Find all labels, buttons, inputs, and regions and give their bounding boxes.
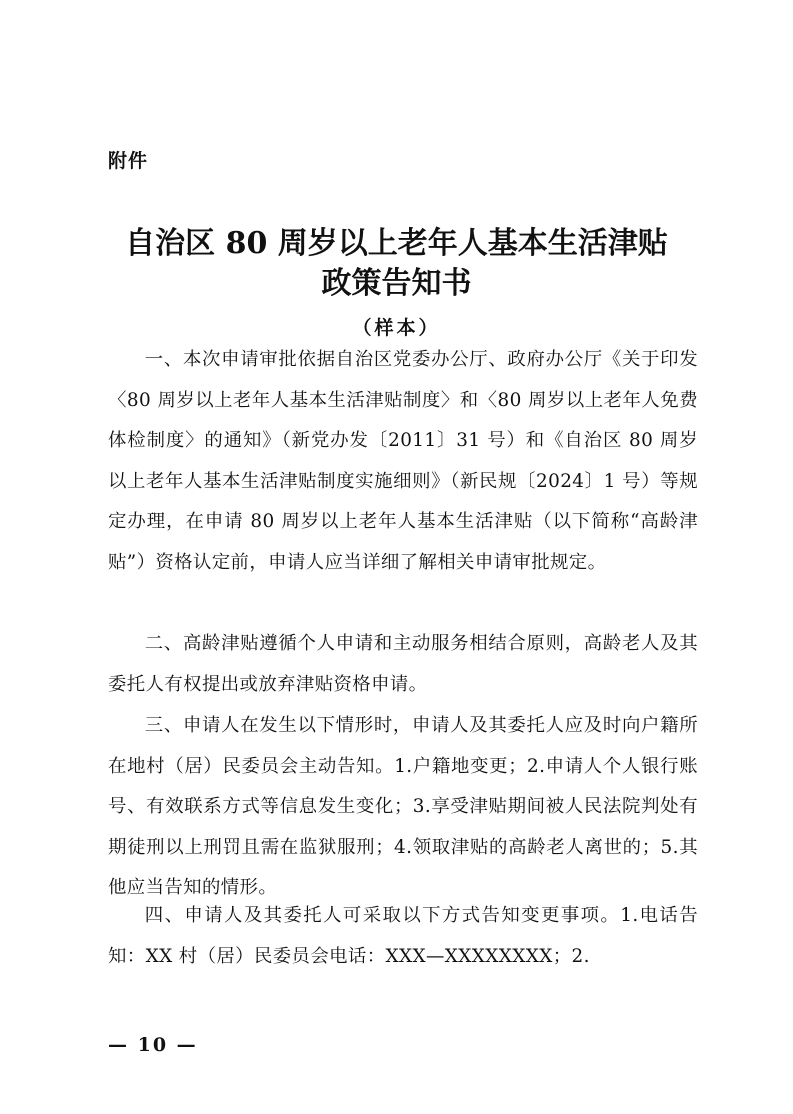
paragraph-4-text: 四、申请人及其委托人可采取以下方式告知变更事项。1.电话告知：XX 村（居）民委员会电话：XXX—XXXXXXXX；2.: [108, 905, 698, 967]
paragraph-3: [108, 706, 698, 909]
paragraph-3-text: 三、申请人在发生以下情形时，申请人及其委托人应及时向户籍所在地村（居）民委员会主动告知。1.户籍地变更；2.申请人个人银行账号、有效联系方式等信息发生变化；3.享受津贴期间被人民法院判处有期徒刑以上刑罚且需在监狱服刑；4.领取津贴的高龄老人离世的；5.其他应当告知的情形。: [108, 715, 698, 898]
paragraph-1-text: 一、本次申请审批依据自治区党委办公厅、政府办公厅《关于印发〈80 周岁以上老年人基本生活津贴制度〉和〈80 周岁以上老年人免费体检制度〉的通知》（新党办发〔2011〕31 号）和《自治区 80 周岁以上老年人基本生活津贴制度实施细则》（新民规〔2024〕1 号）等规定办理，在申请 80 周岁以上老年人基本生活津贴（以下简称“高龄津贴”）资格认定前，申请人应当详细了解相关申请审批规定。: [108, 349, 698, 573]
paragraph-2: [108, 624, 698, 705]
document-title-line-1: 自治区 80 周岁以上老年人基本生活津贴: [125, 226, 668, 261]
page-number: — 10 —: [108, 1034, 198, 1056]
paragraph-1: [108, 340, 698, 583]
paragraph-2-text: 二、高龄津贴遵循个人申请和主动服务相结合原则，高龄老人及其委托人有权提出或放弃津贴资格申请。: [108, 633, 698, 695]
document-title-line-2: 政策告知书: [321, 266, 472, 301]
attachment-label: 附件: [108, 150, 149, 172]
paragraph-4: [108, 896, 698, 977]
sample-label: （样本）: [352, 317, 441, 339]
